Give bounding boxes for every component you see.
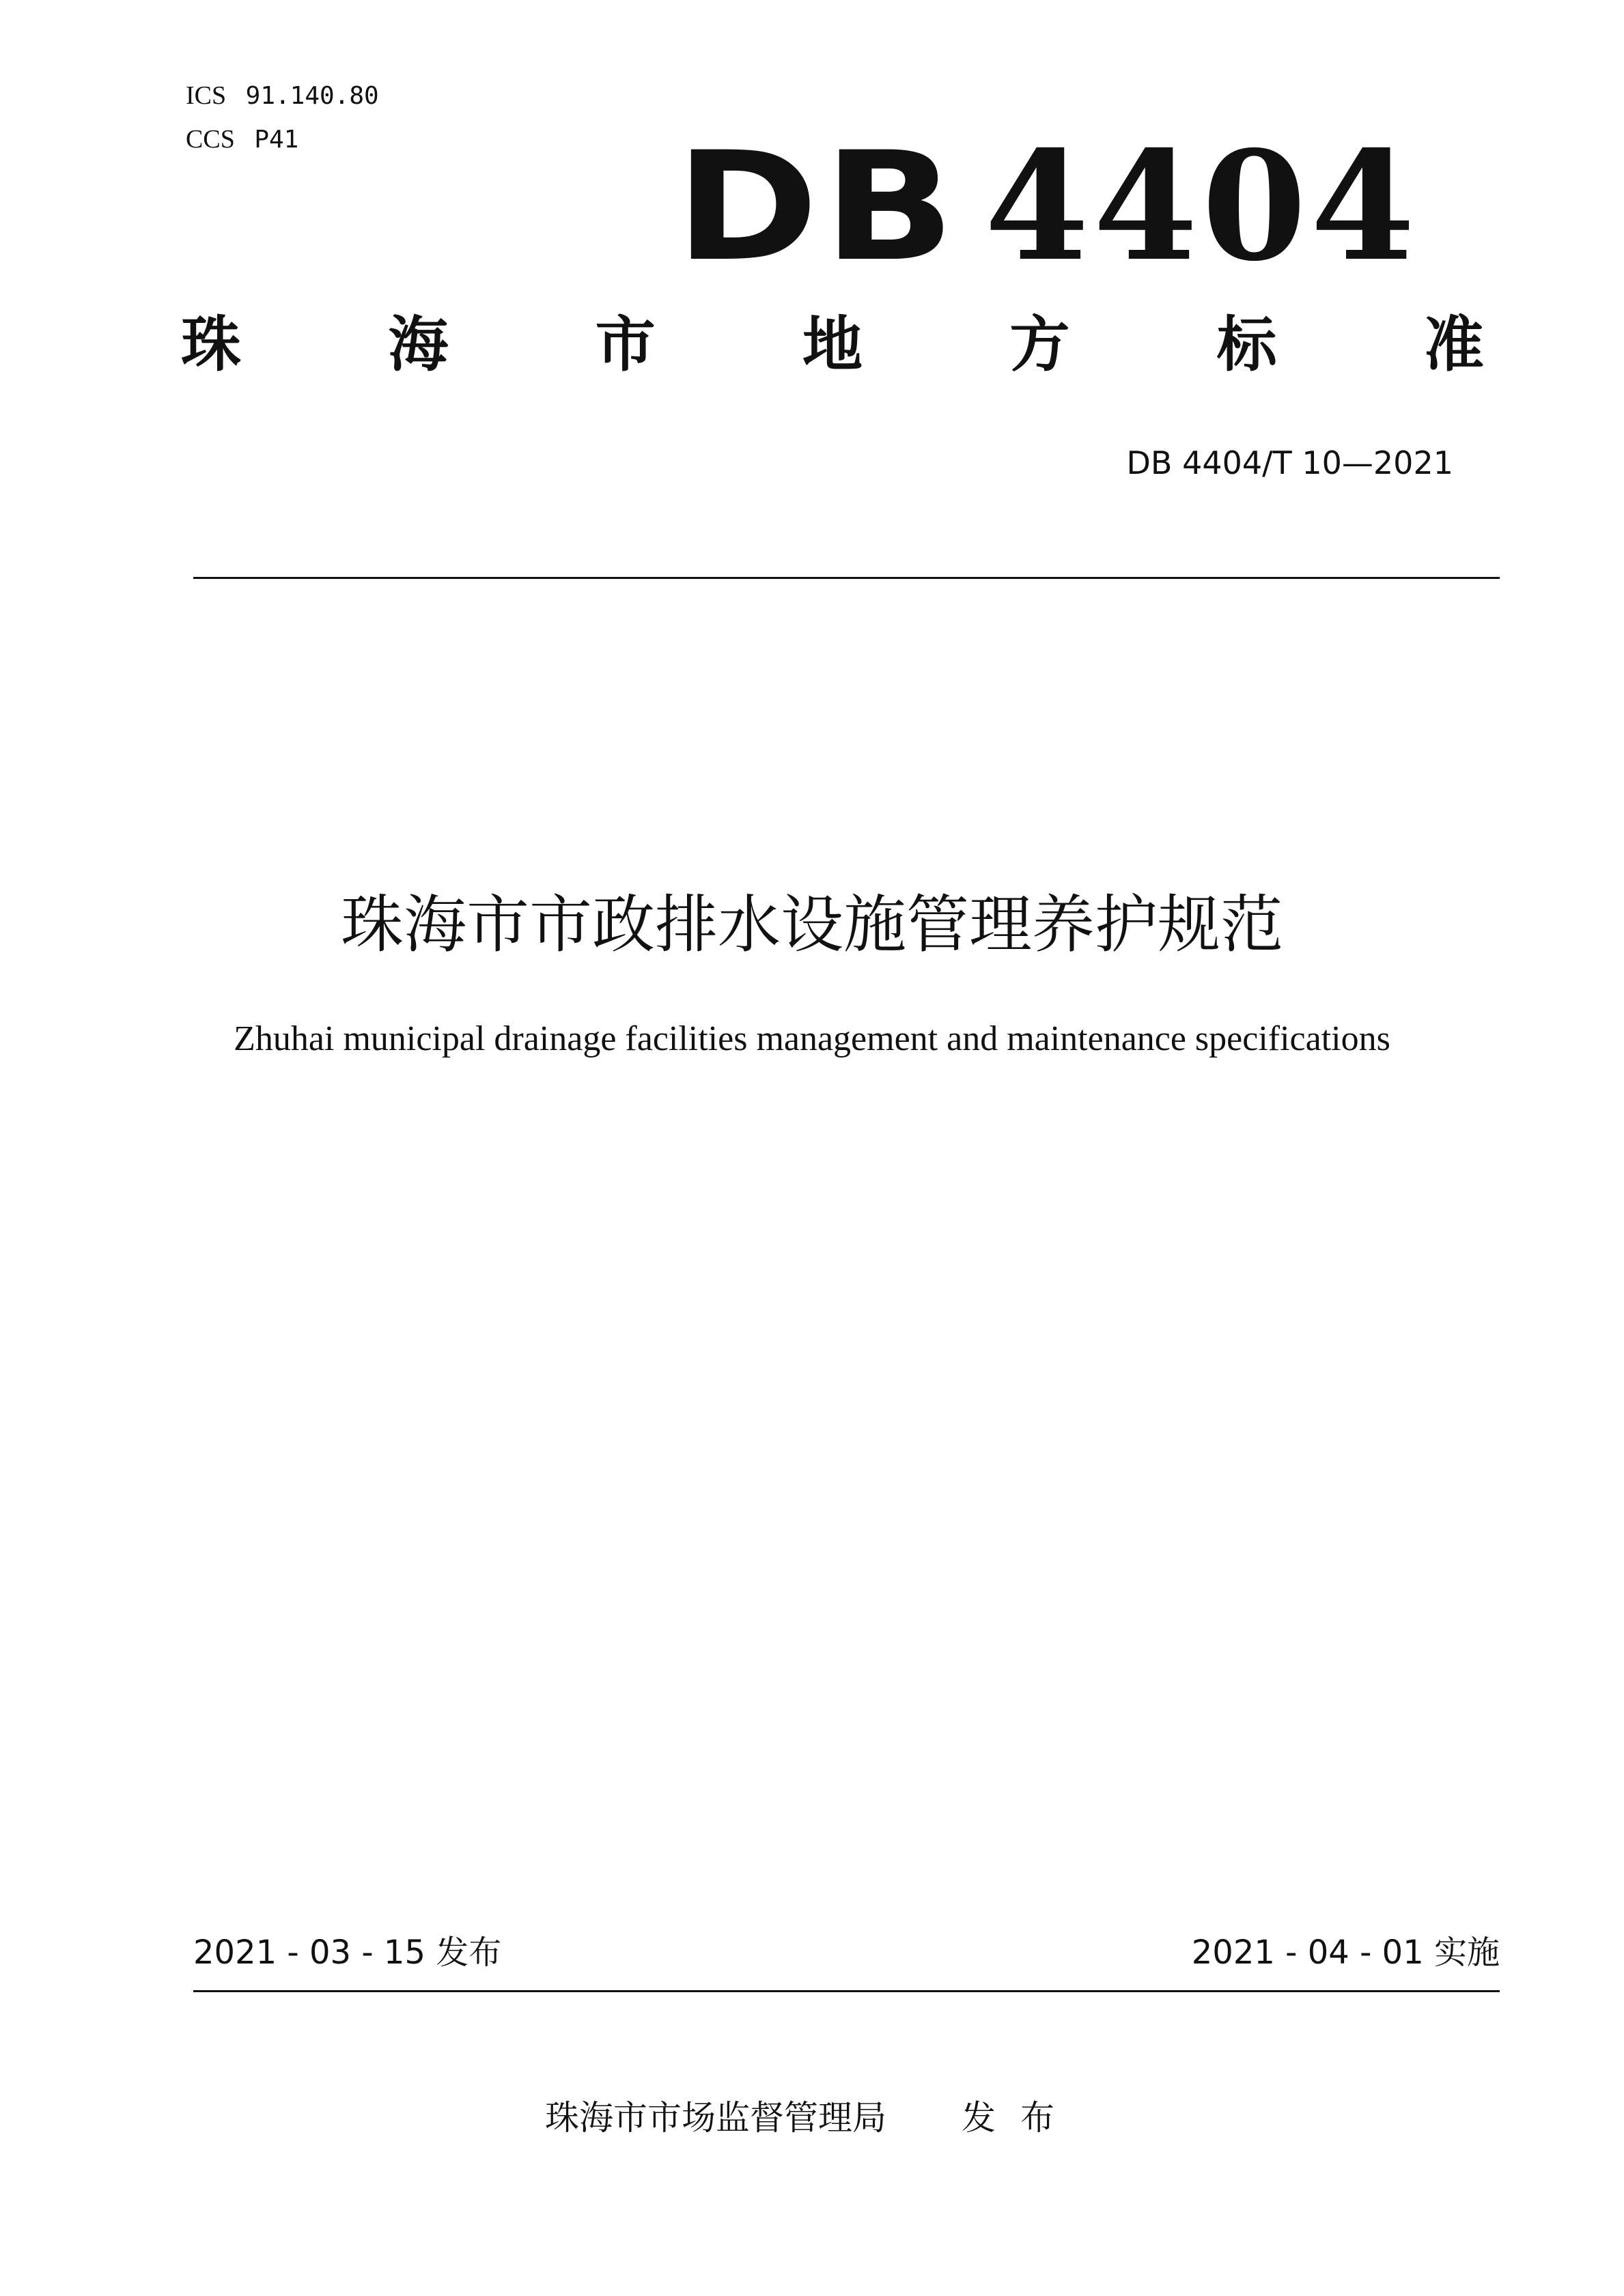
ics-label: ICS [186, 81, 227, 110]
standard-number: DB 4404/T 10—2021 [1126, 444, 1453, 481]
ccs-value: P41 [254, 126, 299, 154]
publisher-action: 发布 [962, 2098, 1079, 2138]
ccs-label: CCS [186, 125, 235, 154]
document-title-english: Zhuhai municipal drainage facilities management and maintenance specifications [234, 1019, 1390, 1058]
standard-mark [675, 117, 1419, 294]
standard-type-char: 海 [388, 309, 449, 380]
publisher-name: 珠海市市场监督管理局 [545, 2098, 886, 2138]
top-divider [193, 577, 1500, 579]
implementation-date: 2021 - 04 - 01 实施 [1191, 1933, 1500, 1972]
standard-type-char: 方 [1009, 309, 1070, 380]
publisher-line [0, 2096, 1624, 2140]
ics-code [186, 81, 379, 111]
standard-type-char: 地 [802, 309, 863, 380]
standard-type-char: 市 [595, 309, 656, 380]
bottom-divider [193, 1990, 1500, 1992]
standard-type-heading [181, 311, 1484, 379]
ccs-code [186, 124, 298, 155]
issue-date: 2021 - 03 - 15 发布 [193, 1933, 502, 1972]
ics-value: 91.140.80 [245, 82, 379, 110]
standard-type-char: 准 [1423, 309, 1484, 380]
standard-type-char: 珠 [181, 309, 242, 380]
document-title-chinese: 珠海市市政排水设施管理养护规范 [340, 888, 1283, 961]
standard-mark-letters: DB [675, 119, 960, 294]
standard-mark-number: 4404 [984, 117, 1419, 294]
standard-type-char: 标 [1216, 309, 1277, 380]
